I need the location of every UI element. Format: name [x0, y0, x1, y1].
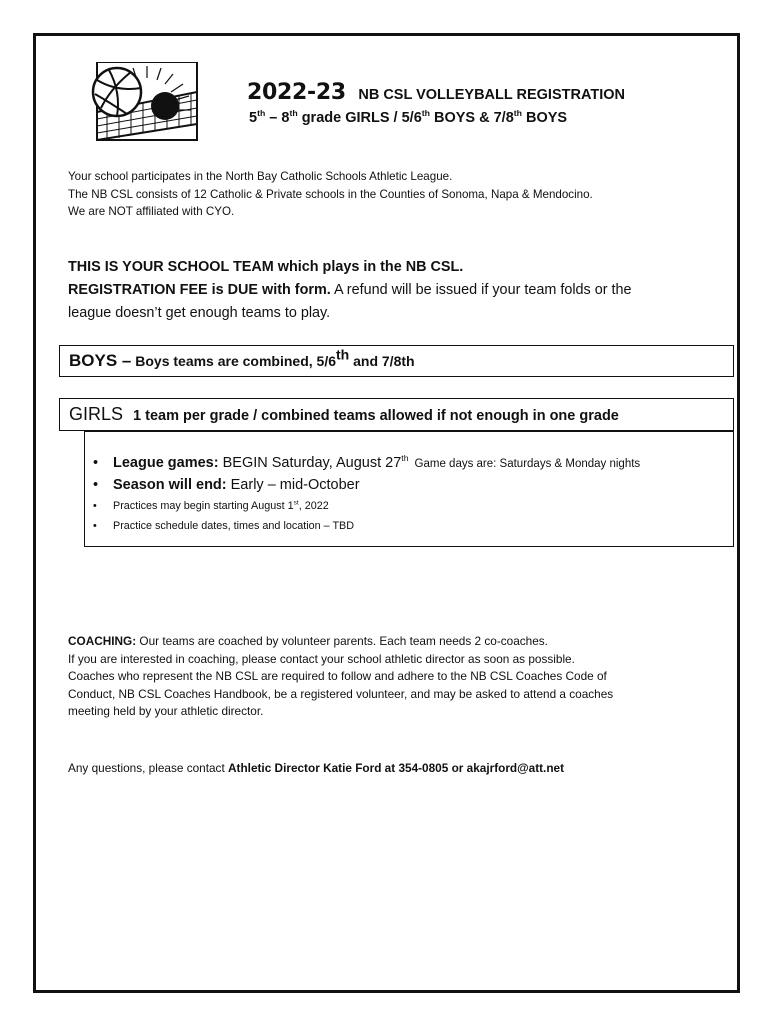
refund-text: A refund will be issued if your team folds or the	[330, 282, 632, 298]
boys-text: Boys teams are combined, 5/6	[131, 353, 336, 369]
subtitle-part: – 8	[265, 110, 290, 126]
list-item	[93, 516, 640, 536]
grade-subtitle	[249, 110, 567, 126]
practice-year: , 2022	[298, 500, 329, 512]
athletic-director-contact: Athletic Director Katie Ford at 354-0805 or akajrford@att.net	[228, 761, 565, 775]
subtitle-sup: th	[289, 108, 298, 119]
season-end-label: Season will end:	[113, 477, 227, 493]
coaching-line: meeting held by your athletic director.	[68, 704, 264, 719]
subtitle-part: 5	[249, 110, 258, 126]
girls-heading: GIRLS	[69, 404, 124, 424]
subtitle-sup: th	[421, 108, 430, 119]
coaching-line: If you are interested in coaching, please contact your school athletic director as soon as possible.	[68, 651, 575, 666]
registration-title: NB CSL VOLLEYBALL REGISTRATION	[358, 87, 625, 103]
contact-line	[68, 761, 564, 775]
practice-sup: st	[293, 499, 299, 507]
contact-prefix: Any questions, please contact	[68, 761, 229, 775]
boys-section	[59, 345, 734, 377]
practice-schedule: Practice schedule dates, times and location – TBD	[113, 520, 355, 532]
list-item	[93, 452, 640, 474]
girls-text: 1 team per grade / combined teams allowed if not enough in one grade	[133, 408, 619, 424]
list-item	[93, 496, 640, 516]
coaching-line	[68, 633, 613, 651]
intro-paragraph	[68, 168, 593, 221]
girls-heading-row	[69, 404, 619, 425]
coaching-text: Our teams are coached by volunteer parents. Each team needs 2 co-coaches.	[136, 634, 548, 648]
fee-line	[68, 279, 708, 302]
boys-heading: BOYS –	[69, 351, 132, 370]
subtitle-sup: th	[257, 108, 266, 119]
subtitle-part: BOYS & 7/8	[429, 110, 514, 126]
coaching-line: Conduct, NB CSL Coaches Handbook, be a registered volunteer, and may be asked to attend a coaches	[68, 686, 614, 701]
season-year: 2022-23	[247, 80, 346, 105]
practice-start: Practices may begin starting August 1	[113, 500, 294, 512]
subtitle-part: BOYS	[521, 110, 568, 126]
intro-line: The NB CSL consists of 12 Catholic & Private schools in the Counties of Sonoma, Napa & Mendocino.	[68, 187, 593, 201]
coaching-label: COACHING:	[68, 634, 137, 648]
document-header	[247, 80, 625, 105]
subtitle-part: grade GIRLS / 5/6	[297, 110, 422, 126]
league-games-value: BEGIN Saturday, August 27	[218, 455, 402, 471]
girls-section	[59, 398, 734, 431]
fee-due: REGISTRATION FEE is DUE with form.	[68, 282, 331, 298]
season-end-value: Early – mid-October	[226, 477, 360, 493]
coaching-line: Coaches who represent the NB CSL are required to follow and adhere to the NB CSL Coaches Code of	[68, 669, 607, 684]
refund-line: league doesn’t get enough teams to play.	[68, 305, 331, 321]
intro-line: We are NOT affiliated with CYO.	[68, 205, 235, 218]
schedule-list	[93, 452, 640, 536]
schedule-box	[84, 431, 734, 547]
volleyball-net-icon	[87, 62, 199, 142]
league-sup: th	[401, 453, 409, 464]
subtitle-sup: th	[513, 108, 522, 119]
boys-heading-row	[69, 346, 415, 371]
school-team-line: THIS IS YOUR SCHOOL TEAM which plays in the NB CSL.	[68, 259, 464, 275]
boys-text-end: and 7/8th	[349, 353, 415, 369]
game-days: Game days are: Saturdays & Monday nights	[414, 458, 641, 470]
school-team-notice	[68, 256, 708, 325]
intro-line: Your school participates in the North Bay Catholic Schools Athletic League.	[68, 170, 453, 183]
boys-sup: th	[336, 346, 350, 363]
list-item	[93, 474, 640, 496]
coaching-paragraph	[68, 633, 613, 721]
league-games-label: League games:	[113, 455, 219, 471]
